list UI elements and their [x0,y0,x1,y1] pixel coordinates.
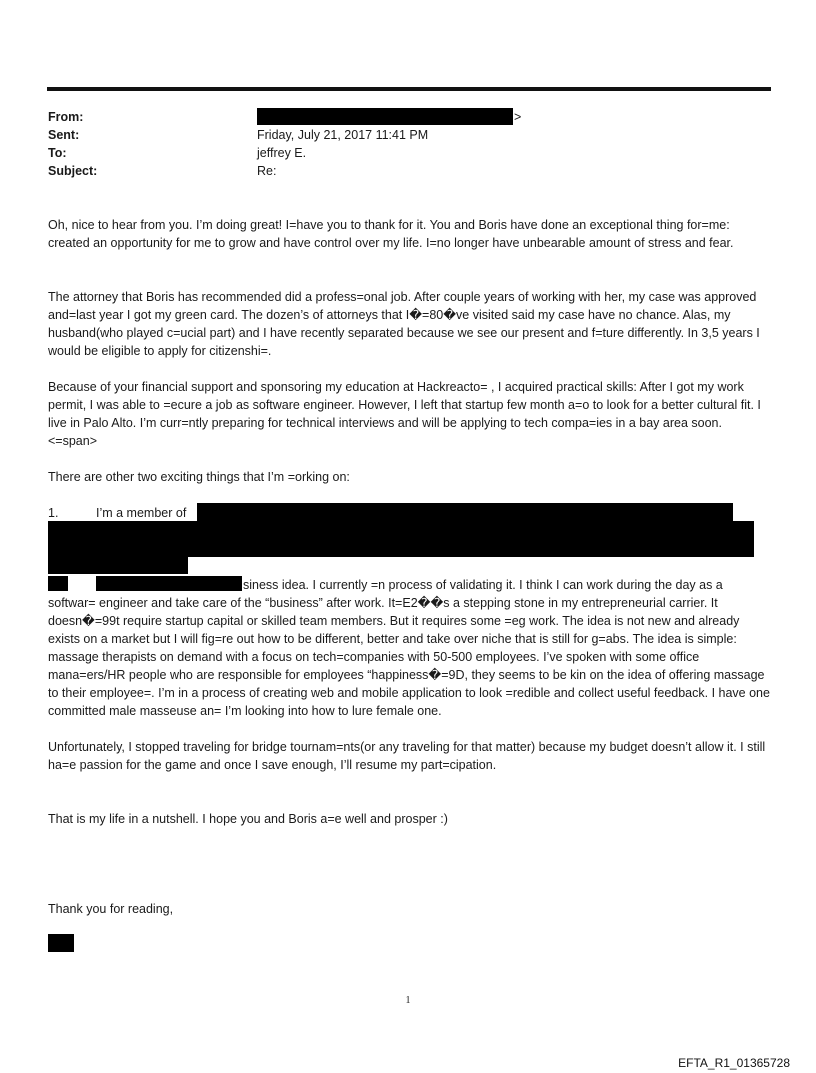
item-number: 1. [48,506,59,520]
paragraph-6: That is my life in a nutshell. I hope you and Boris a=e well and prosper :) [48,812,448,826]
header-rule [47,87,771,91]
paragraph-2: The attorney that Boris has recommended did a profess=onal job. After couple years of working with her, my case was approved and=last year I got my green card. The dozen’s of attorneys that I�=80�ve visited said my case have no chance. Alas, my husband(who played c=ucial part) and I have recently separated because we see our present and f=ture differently. In 3,5 years I would be eligible to apply for citizenshi=. [48,290,760,358]
redaction-item-2 [48,521,754,557]
subject-value: Re: [257,164,277,178]
from-label: From: [48,110,84,124]
paragraph-4: There are other two exciting things that I’m =orking on: [48,470,350,484]
redaction-signature [48,934,74,952]
to-value: jeffrey E. [257,146,307,160]
from-suffix: > [514,110,522,124]
redaction-item-3 [48,557,188,574]
paragraph-5: Unfortunately, I stopped traveling for bridge tournam=nts(or any traveling for that matter) because my budget doesn’t allow it. I still ha=e passion for the game and once I save enough, I’ll resume my part=cipation. [48,740,766,772]
to-label: To: [48,146,67,160]
paragraph-3: Because of your financial support and sponsoring my education at Hackreacto= , I acquired practical skills: After I got my work permit, I was able to =ecure a job as software engineer. However, I left that startup few month a=o to look for a better cultural fit. I live in Palo Alto. I’m curr=ntly preparing for technical interviews and will be applying to tech compa=ies in a bay area soon. <=span> [48,380,761,448]
document-id: EFTA_R1_01365728 [678,1056,790,1070]
sent-value: Friday, July 21, 2017 11:41 PM [257,128,429,142]
item-start: I’m a member of [96,506,187,520]
subject-label: Subject: [48,164,98,178]
sent-label: Sent: [48,128,80,142]
redaction-item-1 [197,503,733,521]
item-continuation: siness idea. I currently =n process of validating it. I think I can work during the day as a [243,578,723,592]
paragraph-7: Thank you for reading, [48,902,174,916]
redaction-from [257,108,513,125]
redaction-item-5 [96,576,242,591]
item-rest: softwar= engineer and take care of the “business” after work. It=E2��s a stepping stone in my entrepreneurial carrier. It doesn�=99t require startup capital or skilled team members. But it requires some =eg work. The idea is not new and already exists on a market but I will fig=re out how to be different, better and take over niche that is still for g=abs. The idea is simple: massage therapists on demand with a focus on tech=companies with 50-500 employees. I’ve spoken with some office mana=ers/HR people who are responsible for employees “happiness�=9D, they seems to be kin on the idea of offering massage to their employee=. I’m in a process of creating web and mobile application to look =redible and collect useful feedback. I have one committed male masseuse an= I’m looking into how to lure female one. [48,596,770,718]
redaction-item-4 [48,576,68,591]
page-number: 1 [405,995,411,1006]
paragraph-1: Oh, nice to hear from you. I’m doing great! I=have you to thank for it. You and Boris have done an exceptional thing for=me: created an opportunity for me to grow and have control over my life. I=no longer have unbearable amount of stress and fear. [48,218,734,250]
